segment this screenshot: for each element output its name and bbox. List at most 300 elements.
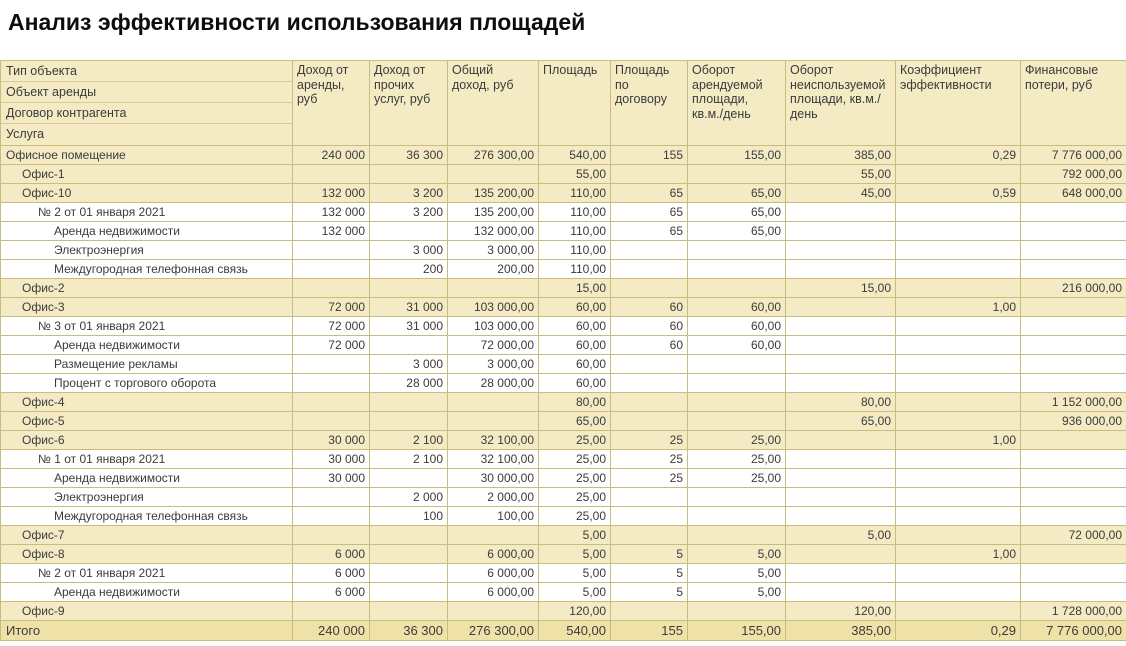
row-label[interactable]: Междугородная телефонная связь xyxy=(1,507,293,526)
cell[interactable]: 60 xyxy=(611,317,688,336)
cell[interactable]: 2 100 xyxy=(370,431,448,450)
row-label[interactable]: Офис-2 xyxy=(1,279,293,298)
cell[interactable] xyxy=(611,412,688,431)
cell[interactable] xyxy=(896,450,1021,469)
cell[interactable]: 936 000,00 xyxy=(1021,412,1126,431)
table-row xyxy=(1,545,1126,564)
table-row xyxy=(1,431,1126,450)
cell[interactable] xyxy=(896,222,1021,241)
cell[interactable]: 25,00 xyxy=(539,507,611,526)
cell[interactable]: 25,00 xyxy=(688,450,786,469)
cell[interactable]: 25 xyxy=(611,469,688,488)
cell[interactable] xyxy=(1021,260,1126,279)
cell[interactable] xyxy=(611,279,688,298)
report-title: Анализ эффективности использования площадей xyxy=(8,9,586,35)
cell[interactable]: 36 300 xyxy=(370,146,448,165)
cell[interactable]: 72 000,00 xyxy=(448,336,539,355)
cell[interactable] xyxy=(611,488,688,507)
cell[interactable]: 132 000 xyxy=(293,222,370,241)
cell[interactable] xyxy=(896,507,1021,526)
row-label[interactable]: № 2 от 01 января 2021 xyxy=(1,203,293,222)
cell[interactable]: 100 xyxy=(370,507,448,526)
cell[interactable]: 6 000,00 xyxy=(448,545,539,564)
cell[interactable] xyxy=(786,203,896,222)
cell[interactable]: 65,00 xyxy=(688,184,786,203)
cell[interactable] xyxy=(896,602,1021,621)
cell[interactable] xyxy=(1021,222,1126,241)
cell[interactable]: 25 xyxy=(611,450,688,469)
row-label[interactable]: Междугородная телефонная связь xyxy=(1,260,293,279)
header-row xyxy=(1,61,1126,146)
cell[interactable] xyxy=(611,260,688,279)
table-row xyxy=(1,450,1126,469)
cell[interactable]: 7 776 000,00 xyxy=(1021,146,1126,165)
cell[interactable] xyxy=(611,374,688,393)
cell[interactable]: 276 300,00 xyxy=(448,146,539,165)
cell[interactable] xyxy=(293,412,370,431)
row-label[interactable]: Размещение рекламы xyxy=(1,355,293,374)
cell[interactable] xyxy=(611,165,688,184)
table-row xyxy=(1,526,1126,545)
cell[interactable] xyxy=(688,602,786,621)
row-label[interactable]: Электроэнергия xyxy=(1,241,293,260)
table-row xyxy=(1,184,1126,203)
row-label[interactable]: № 1 от 01 января 2021 xyxy=(1,450,293,469)
row-label[interactable]: Офис-7 xyxy=(1,526,293,545)
dim-header-service[interactable]: Услуга xyxy=(6,127,45,141)
cell[interactable]: 1 152 000,00 xyxy=(1021,393,1126,412)
cell[interactable] xyxy=(293,374,370,393)
table-row xyxy=(1,298,1126,317)
cell[interactable] xyxy=(896,583,1021,602)
cell[interactable] xyxy=(448,602,539,621)
col-header-total-income[interactable]: Общий доход, руб xyxy=(448,61,539,146)
cell[interactable]: 240 000 xyxy=(293,146,370,165)
cell[interactable]: 6 000,00 xyxy=(448,564,539,583)
cell[interactable] xyxy=(370,564,448,583)
cell[interactable]: 65,00 xyxy=(786,412,896,431)
cell[interactable] xyxy=(370,279,448,298)
cell[interactable] xyxy=(896,165,1021,184)
cell[interactable]: 45,00 xyxy=(786,184,896,203)
cell[interactable] xyxy=(1021,431,1126,450)
cell[interactable] xyxy=(896,469,1021,488)
cell[interactable]: 5,00 xyxy=(539,583,611,602)
cell[interactable]: 5,00 xyxy=(786,526,896,545)
cell[interactable] xyxy=(611,393,688,412)
table-row xyxy=(1,279,1126,298)
cell[interactable]: 1,00 xyxy=(896,298,1021,317)
cell[interactable]: 25,00 xyxy=(688,469,786,488)
cell[interactable]: 7 776 000,00 xyxy=(1021,621,1126,641)
cell[interactable] xyxy=(1021,583,1126,602)
cell[interactable]: 2 000,00 xyxy=(448,488,539,507)
dim-header-object-type[interactable]: Тип объекта xyxy=(1,61,292,82)
table-row xyxy=(1,222,1126,241)
cell[interactable]: 276 300,00 xyxy=(448,621,539,641)
cell[interactable]: 60 xyxy=(611,336,688,355)
cell[interactable]: 200,00 xyxy=(448,260,539,279)
cell[interactable]: 2 000 xyxy=(370,488,448,507)
cell[interactable] xyxy=(688,507,786,526)
cell[interactable]: 0,59 xyxy=(896,184,1021,203)
col-header-efficiency-ratio[interactable]: Коэффициент эффективности xyxy=(896,61,1021,146)
cell[interactable]: 540,00 xyxy=(539,146,611,165)
cell[interactable] xyxy=(688,241,786,260)
cell[interactable]: 1,00 xyxy=(896,431,1021,450)
cell[interactable]: 5 xyxy=(611,545,688,564)
row-label[interactable]: Аренда недвижимости xyxy=(1,222,293,241)
cell[interactable]: 25,00 xyxy=(539,431,611,450)
row-label[interactable]: № 3 от 01 января 2021 xyxy=(1,317,293,336)
cell[interactable] xyxy=(786,298,896,317)
cell[interactable]: 32 100,00 xyxy=(448,450,539,469)
cell[interactable]: 110,00 xyxy=(539,222,611,241)
table-body xyxy=(1,146,1126,641)
cell[interactable] xyxy=(896,317,1021,336)
cell[interactable] xyxy=(1021,355,1126,374)
cell[interactable]: 25,00 xyxy=(688,431,786,450)
cell[interactable]: 60,00 xyxy=(688,298,786,317)
cell[interactable] xyxy=(896,564,1021,583)
cell[interactable]: 72 000 xyxy=(293,298,370,317)
cell[interactable] xyxy=(370,222,448,241)
dim-header-contract[interactable]: Договор контрагента xyxy=(1,103,292,124)
cell[interactable]: 155,00 xyxy=(688,621,786,641)
cell[interactable]: 60,00 xyxy=(539,298,611,317)
cell[interactable] xyxy=(1021,507,1126,526)
col-header-unused-turnover[interactable]: Оборот неиспользуемой площади, кв.м./день xyxy=(786,61,896,146)
cell[interactable]: 0,29 xyxy=(896,146,1021,165)
cell[interactable] xyxy=(293,393,370,412)
cell[interactable] xyxy=(688,374,786,393)
cell[interactable]: 15,00 xyxy=(786,279,896,298)
table-row xyxy=(1,583,1126,602)
cell[interactable]: 135 200,00 xyxy=(448,203,539,222)
cell[interactable] xyxy=(611,241,688,260)
col-header-rent-income[interactable]: Доход от аренды, руб xyxy=(293,61,370,146)
row-label[interactable]: Аренда недвижимости xyxy=(1,583,293,602)
cell[interactable] xyxy=(896,526,1021,545)
cell[interactable] xyxy=(293,355,370,374)
cell[interactable] xyxy=(896,488,1021,507)
row-label[interactable]: Офис-4 xyxy=(1,393,293,412)
cell[interactable]: 36 300 xyxy=(370,621,448,641)
cell[interactable]: 65,00 xyxy=(688,222,786,241)
cell[interactable] xyxy=(688,526,786,545)
table-row xyxy=(1,165,1126,184)
cell[interactable]: 5,00 xyxy=(688,545,786,564)
cell[interactable]: 72 000 xyxy=(293,317,370,336)
cell[interactable] xyxy=(370,393,448,412)
row-label[interactable]: Итого xyxy=(1,621,293,641)
cell[interactable]: 385,00 xyxy=(786,621,896,641)
cell[interactable] xyxy=(896,393,1021,412)
cell[interactable]: 28 000,00 xyxy=(448,374,539,393)
cell[interactable]: 155 xyxy=(611,621,688,641)
cell[interactable]: 31 000 xyxy=(370,317,448,336)
cell[interactable] xyxy=(786,222,896,241)
table-row xyxy=(1,507,1126,526)
row-label[interactable]: Офисное помещение xyxy=(1,146,293,165)
cell[interactable]: 25,00 xyxy=(539,469,611,488)
cell[interactable] xyxy=(293,526,370,545)
cell[interactable]: 80,00 xyxy=(539,393,611,412)
cell[interactable]: 30 000 xyxy=(293,469,370,488)
cell[interactable]: 65 xyxy=(611,203,688,222)
cell[interactable] xyxy=(786,545,896,564)
cell[interactable] xyxy=(1021,545,1126,564)
cell[interactable] xyxy=(448,526,539,545)
row-label[interactable]: Аренда недвижимости xyxy=(1,336,293,355)
cell[interactable]: 60,00 xyxy=(688,317,786,336)
cell[interactable]: 216 000,00 xyxy=(1021,279,1126,298)
dim-header-rental-object[interactable]: Объект аренды xyxy=(1,82,292,103)
cell[interactable]: 1 728 000,00 xyxy=(1021,602,1126,621)
cell[interactable]: 5,00 xyxy=(688,564,786,583)
cell[interactable] xyxy=(896,336,1021,355)
table-row xyxy=(1,469,1126,488)
table-row xyxy=(1,146,1126,165)
cell[interactable] xyxy=(611,355,688,374)
table-row xyxy=(1,602,1126,621)
cell[interactable] xyxy=(611,602,688,621)
row-label[interactable]: Офис-8 xyxy=(1,545,293,564)
cell[interactable]: 103 000,00 xyxy=(448,317,539,336)
cell[interactable]: 120,00 xyxy=(539,602,611,621)
cell[interactable] xyxy=(1021,374,1126,393)
cell[interactable]: 110,00 xyxy=(539,241,611,260)
cell[interactable]: 135 200,00 xyxy=(448,184,539,203)
cell[interactable]: 3 200 xyxy=(370,184,448,203)
cell[interactable]: 110,00 xyxy=(539,260,611,279)
cell[interactable]: 2 100 xyxy=(370,450,448,469)
cell[interactable]: 132 000 xyxy=(293,203,370,222)
cell[interactable]: 55,00 xyxy=(786,165,896,184)
cell[interactable] xyxy=(786,507,896,526)
col-header-area[interactable]: Площадь xyxy=(539,61,611,146)
cell[interactable]: 6 000,00 xyxy=(448,583,539,602)
cell[interactable] xyxy=(1021,203,1126,222)
cell[interactable] xyxy=(1021,564,1126,583)
cell[interactable] xyxy=(293,488,370,507)
table-row xyxy=(1,374,1126,393)
cell[interactable]: 648 000,00 xyxy=(1021,184,1126,203)
row-label[interactable]: № 2 от 01 января 2021 xyxy=(1,564,293,583)
cell[interactable]: 6 000 xyxy=(293,564,370,583)
cell[interactable] xyxy=(448,165,539,184)
cell[interactable] xyxy=(896,241,1021,260)
row-label[interactable]: Электроэнергия xyxy=(1,488,293,507)
cell[interactable]: 6 000 xyxy=(293,583,370,602)
cell[interactable]: 72 000 xyxy=(293,336,370,355)
cell[interactable]: 3 200 xyxy=(370,203,448,222)
cell[interactable] xyxy=(293,241,370,260)
cell[interactable]: 132 000,00 xyxy=(448,222,539,241)
cell[interactable] xyxy=(688,260,786,279)
cell[interactable] xyxy=(896,374,1021,393)
cell[interactable] xyxy=(896,279,1021,298)
cell[interactable] xyxy=(896,412,1021,431)
cell[interactable] xyxy=(786,583,896,602)
row-dimensions-header xyxy=(1,61,293,146)
cell[interactable]: 110,00 xyxy=(539,184,611,203)
cell[interactable]: 3 000,00 xyxy=(448,241,539,260)
cell[interactable]: 31 000 xyxy=(370,298,448,317)
col-header-area-by-contract[interactable]: Площадь по договору xyxy=(611,61,688,146)
table-row xyxy=(1,203,1126,222)
cell[interactable]: 15,00 xyxy=(539,279,611,298)
table-row xyxy=(1,412,1126,431)
cell[interactable]: 60 xyxy=(611,298,688,317)
cell[interactable] xyxy=(1021,317,1126,336)
cell[interactable] xyxy=(1021,488,1126,507)
col-header-other-income[interactable]: Доход от прочих услуг, руб xyxy=(370,61,448,146)
cell[interactable]: 65,00 xyxy=(539,412,611,431)
cell[interactable]: 25 xyxy=(611,431,688,450)
row-label[interactable]: Офис-10 xyxy=(1,184,293,203)
cell[interactable] xyxy=(688,488,786,507)
cell[interactable] xyxy=(688,412,786,431)
cell[interactable] xyxy=(293,507,370,526)
cell[interactable]: 80,00 xyxy=(786,393,896,412)
cell[interactable] xyxy=(786,260,896,279)
report-table xyxy=(0,60,1126,641)
cell[interactable] xyxy=(448,279,539,298)
cell[interactable]: 60,00 xyxy=(539,355,611,374)
cell[interactable]: 110,00 xyxy=(539,203,611,222)
total-row xyxy=(1,621,1126,641)
cell[interactable] xyxy=(786,336,896,355)
cell[interactable] xyxy=(688,165,786,184)
cell[interactable] xyxy=(1021,298,1126,317)
cell[interactable] xyxy=(370,336,448,355)
cell[interactable]: 132 000 xyxy=(293,184,370,203)
cell[interactable]: 60,00 xyxy=(539,374,611,393)
cell[interactable]: 120,00 xyxy=(786,602,896,621)
cell[interactable] xyxy=(293,279,370,298)
cell[interactable]: 385,00 xyxy=(786,146,896,165)
cell[interactable] xyxy=(370,602,448,621)
cell[interactable]: 30 000 xyxy=(293,431,370,450)
cell[interactable] xyxy=(786,374,896,393)
cell[interactable] xyxy=(293,260,370,279)
cell[interactable]: 540,00 xyxy=(539,621,611,641)
cell[interactable] xyxy=(293,602,370,621)
cell[interactable]: 3 000,00 xyxy=(448,355,539,374)
cell[interactable]: 1,00 xyxy=(896,545,1021,564)
cell[interactable] xyxy=(370,583,448,602)
cell[interactable]: 6 000 xyxy=(293,545,370,564)
col-header-financial-losses[interactable]: Финансовые потери, руб xyxy=(1021,61,1126,146)
cell[interactable] xyxy=(786,317,896,336)
cell[interactable]: 792 000,00 xyxy=(1021,165,1126,184)
cell[interactable]: 65 xyxy=(611,222,688,241)
table-row xyxy=(1,393,1126,412)
cell[interactable] xyxy=(896,260,1021,279)
cell[interactable] xyxy=(448,393,539,412)
cell[interactable] xyxy=(293,165,370,184)
cell[interactable] xyxy=(786,431,896,450)
cell[interactable]: 5 xyxy=(611,564,688,583)
col-header-rented-turnover[interactable]: Оборот арендуемой площади, кв.м./день xyxy=(688,61,786,146)
cell[interactable]: 5,00 xyxy=(688,583,786,602)
cell[interactable]: 30 000 xyxy=(293,450,370,469)
cell[interactable] xyxy=(1021,450,1126,469)
cell[interactable] xyxy=(786,355,896,374)
row-label[interactable]: Офис-1 xyxy=(1,165,293,184)
cell[interactable] xyxy=(688,393,786,412)
cell[interactable]: 65,00 xyxy=(688,203,786,222)
cell[interactable] xyxy=(896,355,1021,374)
cell[interactable]: 155,00 xyxy=(688,146,786,165)
cell[interactable]: 60,00 xyxy=(539,317,611,336)
cell[interactable] xyxy=(688,355,786,374)
row-label[interactable]: Офис-5 xyxy=(1,412,293,431)
cell[interactable]: 32 100,00 xyxy=(448,431,539,450)
cell[interactable] xyxy=(370,165,448,184)
cell[interactable]: 5,00 xyxy=(539,545,611,564)
row-label[interactable]: Процент с торгового оборота xyxy=(1,374,293,393)
cell[interactable] xyxy=(370,526,448,545)
cell[interactable]: 72 000,00 xyxy=(1021,526,1126,545)
cell[interactable]: 30 000,00 xyxy=(448,469,539,488)
cell[interactable]: 60,00 xyxy=(688,336,786,355)
row-label[interactable]: Офис-3 xyxy=(1,298,293,317)
table-row xyxy=(1,241,1126,260)
cell[interactable]: 200 xyxy=(370,260,448,279)
table-row xyxy=(1,488,1126,507)
cell[interactable]: 3 000 xyxy=(370,241,448,260)
cell[interactable] xyxy=(786,488,896,507)
cell[interactable] xyxy=(896,203,1021,222)
cell[interactable] xyxy=(611,507,688,526)
cell[interactable] xyxy=(370,545,448,564)
table-row xyxy=(1,260,1126,279)
cell[interactable]: 25,00 xyxy=(539,450,611,469)
cell[interactable]: 155 xyxy=(611,146,688,165)
cell[interactable]: 100,00 xyxy=(448,507,539,526)
row-label[interactable]: Аренда недвижимости xyxy=(1,469,293,488)
row-label[interactable]: Офис-9 xyxy=(1,602,293,621)
cell[interactable] xyxy=(1021,241,1126,260)
cell[interactable]: 65 xyxy=(611,184,688,203)
cell[interactable]: 55,00 xyxy=(539,165,611,184)
cell[interactable] xyxy=(370,469,448,488)
cell[interactable]: 60,00 xyxy=(539,336,611,355)
cell[interactable] xyxy=(370,412,448,431)
cell[interactable]: 3 000 xyxy=(370,355,448,374)
cell[interactable] xyxy=(1021,469,1126,488)
cell[interactable]: 28 000 xyxy=(370,374,448,393)
cell[interactable] xyxy=(611,526,688,545)
cell[interactable] xyxy=(448,412,539,431)
cell[interactable] xyxy=(1021,336,1126,355)
cell[interactable] xyxy=(786,469,896,488)
cell[interactable]: 103 000,00 xyxy=(448,298,539,317)
cell[interactable]: 240 000 xyxy=(293,621,370,641)
cell[interactable] xyxy=(786,450,896,469)
cell[interactable]: 5 xyxy=(611,583,688,602)
cell[interactable] xyxy=(786,564,896,583)
cell[interactable]: 25,00 xyxy=(539,488,611,507)
cell[interactable] xyxy=(688,279,786,298)
cell[interactable]: 5,00 xyxy=(539,564,611,583)
cell[interactable]: 5,00 xyxy=(539,526,611,545)
cell[interactable] xyxy=(786,241,896,260)
row-label[interactable]: Офис-6 xyxy=(1,431,293,450)
cell[interactable]: 0,29 xyxy=(896,621,1021,641)
